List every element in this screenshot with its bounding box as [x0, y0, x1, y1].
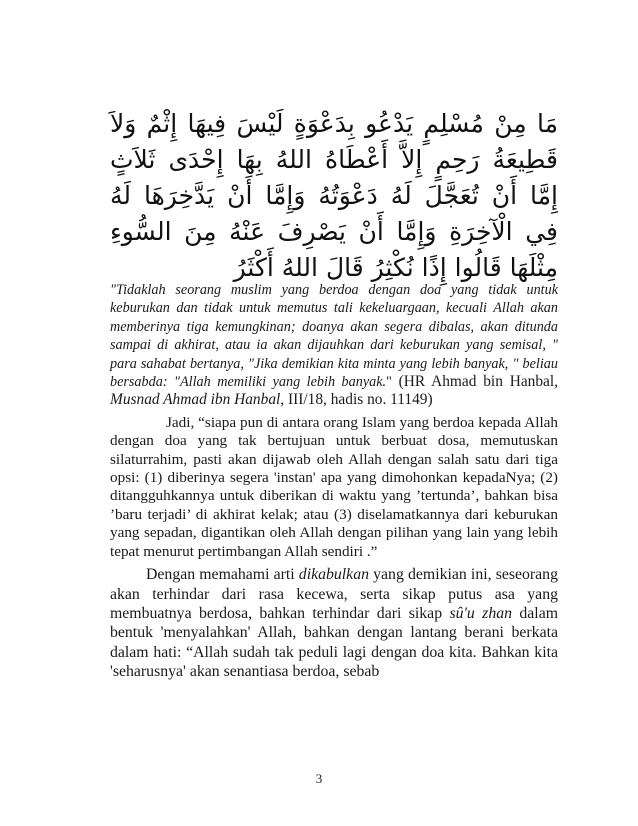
- arabic-hadith-text: مَا مِنْ مُسْلِمٍ يَدْعُو بِدَعْوَةٍ لَيْسَ فِيهَا إِثْمٌ وَلاَ قَطِيعَةُ رَحِمٍ إِلاَّ أَعْطَاهُ اللهُ بِهَا إِحْدَى ثَلاَثٍ إِمَّا أَنْ تُعَجَّلَ لَهُ دَعْوَتُهُ وَإِمَّا أَنْ يَدَّخِرَهَا لَهُ فِي الْآخِرَةِ وَإِمَّا أَنْ يَصْرِفَ عَنْهُ مِنَ السُّوءِ مِثْلَهَا قَالُوا إِذًا نُكْثِرُ قَالَ اللهُ أَكْثَرُ: [110, 109, 558, 282]
- hadith-reference-prefix: (HR Ahmad bin Hanbal,: [391, 373, 558, 391]
- hadith-reference-book: Musnad Ahmad ibn Hanbal: [110, 391, 281, 409]
- hadith-translation: [110, 281, 558, 410]
- term-dikabulkan: dikabulkan: [298, 566, 369, 584]
- hadith-translation-text: "Tidaklah seorang muslim yang berdoa dengan doa yang tidak untuk keburukan dan tidak untuk memutus tali kekeluargaan, kecuali Allah akan memberinya tiga kemungkinan; doanya akan segera dibalas, akan ditunda sampai di akhirat, atau ia akan dijauhkan dari keburukan yang semisal, " para sahabat bertanya, "Jika demikian kita minta yang lebih banyak, " beliau bersabda: "Allah memiliki yang lebih banyak.: [110, 282, 558, 391]
- term-suu-zhan: sû'u zhan: [449, 604, 513, 622]
- understanding-paragraph-part3: dalam bentuk 'menyalahkan' Allah, bahkan dengan lantang berani berkata dalam hati: “Allah sudah tak peduli lagi dengan doa kita. Bahkan kita 'seharusnya' akan senantiasa berdoa, sebab: [110, 604, 558, 681]
- understanding-paragraph: [110, 565, 558, 681]
- hadith-translation-close-quote: ": [386, 374, 392, 391]
- page-number: 3: [315, 771, 323, 786]
- understanding-paragraph-part2: yang demikian ini, seseorang akan terhindar dari rasa kecewa, serta sikap putus asa yang membuatnya berdosa, bahkan terhindar dari sikap: [110, 566, 558, 622]
- main-content: [110, 281, 558, 682]
- explanation-paragraph: Jadi, “siapa pun di antara orang Islam yang berdoa kepada Allah dengan doa yang tak bertujuan untuk berbuat dosa, memutuskan silaturrahim, pasti akan dijawab oleh Allah dengan salah satu dari tiga opsi: (1) diberinya segera 'instan' apa yang dimohonkan kepadaNya; (2) ditangguhkannya untuk diberikan di waktu yang ’tertunda’, bahkan bisa ’baru terjadi’ di akhirat kelak; atau (3) diselamatkannya dari keburukan yang sepadan, digantikan oleh Allah dengan pilihan yang lain yang lebih tepat menurut pertimbangan Allah sendiri .”: [110, 413, 558, 560]
- hadith-reference-suffix: , III/18, hadis no. 11149): [280, 391, 433, 409]
- understanding-paragraph-part1: Dengan memahami arti: [146, 566, 299, 584]
